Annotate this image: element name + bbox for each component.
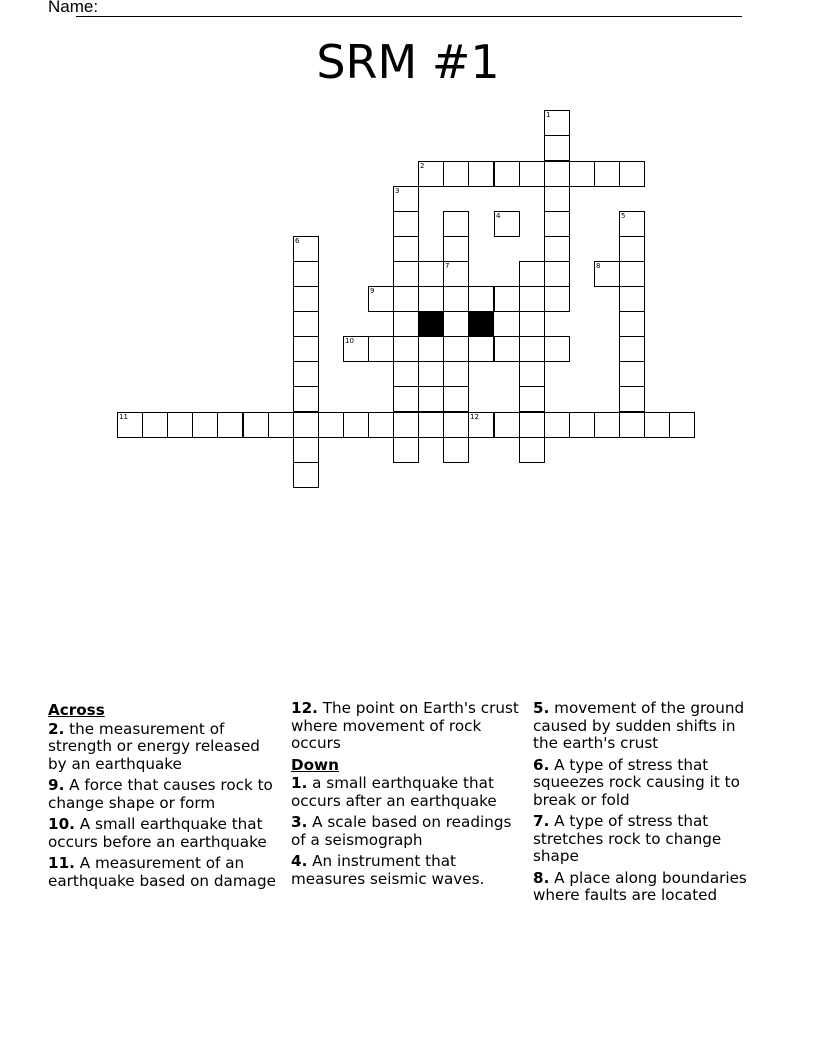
crossword-cell[interactable] — [519, 261, 545, 287]
crossword-cell[interactable] — [293, 386, 319, 412]
crossword-cell[interactable] — [443, 336, 469, 362]
crossword-cell[interactable] — [468, 412, 494, 438]
clue-number-label: 2 — [420, 162, 425, 170]
crossword-cell[interactable] — [192, 412, 218, 438]
clue-number: 1. — [291, 774, 308, 792]
name-label: Name: — [48, 0, 99, 16]
down-clue — [533, 700, 765, 753]
crossword-cell[interactable] — [243, 412, 269, 438]
crossword-cell[interactable] — [443, 437, 469, 463]
crossword-cell[interactable] — [619, 311, 645, 337]
crossword-cell[interactable] — [594, 161, 620, 187]
clue-number-label: 9 — [370, 287, 375, 295]
clue-text: A type of stress that stretches rock to change shape — [533, 812, 722, 865]
clue-number: 3. — [291, 813, 308, 831]
crossword-cell[interactable] — [544, 236, 570, 262]
clue-number-label: 4 — [496, 212, 501, 220]
clue-text: movement of the ground caused by sudden shifts in the earth's crust — [533, 699, 745, 752]
crossword-cell[interactable] — [494, 412, 520, 438]
crossword-cell[interactable] — [494, 336, 520, 362]
down-heading: Down — [291, 755, 339, 774]
clue-text: A force that causes rock to change shape or form — [48, 776, 273, 812]
clue-number: 11. — [48, 854, 75, 872]
crossword-cell[interactable] — [494, 161, 520, 187]
crossword-cell[interactable] — [393, 236, 419, 262]
crossword-cell[interactable] — [418, 261, 444, 287]
crossword-cell[interactable] — [544, 186, 570, 212]
crossword-cell[interactable] — [544, 261, 570, 287]
crossword-cell[interactable] — [418, 286, 444, 312]
clue-number: 4. — [291, 852, 308, 870]
crossword-cell[interactable] — [293, 361, 319, 387]
crossword-cell[interactable] — [393, 286, 419, 312]
crossword-cell[interactable] — [393, 311, 419, 337]
crossword-cell[interactable] — [519, 412, 545, 438]
crossword-cell[interactable] — [293, 412, 319, 438]
crossword-cell[interactable] — [619, 412, 645, 438]
crossword-cell[interactable] — [494, 286, 520, 312]
crossword-cell[interactable] — [418, 386, 444, 412]
clue-column-2 — [291, 700, 523, 892]
down-clue — [291, 775, 523, 810]
clue-text: A place along boundaries where faults are located — [533, 868, 747, 904]
clue-number: 10. — [48, 815, 75, 833]
crossword-cell[interactable] — [443, 286, 469, 312]
crossword-cell[interactable] — [669, 412, 695, 438]
crossword-cell[interactable] — [443, 412, 469, 438]
crossword-cell[interactable] — [569, 161, 595, 187]
clue-number-label: 11 — [119, 413, 128, 421]
across-heading: Across — [48, 701, 105, 719]
crossword-cell[interactable] — [468, 286, 494, 312]
crossword-cell[interactable] — [142, 412, 168, 438]
clue-column-3 — [533, 700, 765, 909]
crossword-cell[interactable] — [393, 361, 419, 387]
crossword-cell[interactable] — [167, 412, 193, 438]
crossword-cell[interactable] — [368, 412, 394, 438]
across-clue — [291, 700, 523, 753]
crossword-cell[interactable] — [519, 161, 545, 187]
crossword-cell[interactable] — [293, 462, 319, 488]
crossword-cell[interactable] — [393, 211, 419, 237]
down-clue — [533, 757, 765, 810]
crossword-cell[interactable] — [418, 336, 444, 362]
crossword-cell[interactable] — [418, 161, 444, 187]
crossword-cell[interactable] — [619, 336, 645, 362]
crossword-cell[interactable] — [619, 161, 645, 187]
crossword-cell[interactable] — [393, 186, 419, 212]
crossword-cell[interactable] — [293, 236, 319, 262]
crossword-cell[interactable] — [393, 386, 419, 412]
across-clue — [48, 816, 280, 851]
across-clue — [48, 721, 280, 774]
clue-number: 6. — [533, 755, 550, 774]
clue-number-label: 5 — [621, 212, 626, 220]
crossword-cell[interactable] — [619, 236, 645, 262]
crossword-cell[interactable] — [393, 261, 419, 287]
crossword-cell[interactable] — [644, 412, 670, 438]
crossword-cell[interactable] — [544, 161, 570, 187]
crossword-cell[interactable] — [569, 412, 595, 438]
crossword-cell[interactable] — [594, 261, 620, 287]
across-clue — [48, 855, 280, 890]
crossword-cell[interactable] — [619, 286, 645, 312]
crossword-cell[interactable] — [519, 311, 545, 337]
crossword-cell[interactable] — [519, 286, 545, 312]
crossword-cell[interactable] — [443, 236, 469, 262]
crossword-cell[interactable] — [393, 412, 419, 438]
clue-text: A small earthquake that occurs before an earthquake — [48, 815, 267, 851]
crossword-black-cell — [468, 311, 494, 337]
crossword-cell[interactable] — [368, 336, 394, 362]
crossword-cell[interactable] — [117, 412, 143, 438]
crossword-cell[interactable] — [393, 437, 419, 463]
crossword-cell[interactable] — [519, 386, 545, 412]
crossword-cell[interactable] — [519, 336, 545, 362]
crossword-cell[interactable] — [443, 361, 469, 387]
clue-text: A type of stress that squeezes rock causing it to break or fold — [533, 755, 740, 809]
crossword-cell[interactable] — [544, 110, 570, 136]
crossword-cell[interactable] — [544, 412, 570, 438]
clue-number-label: 6 — [295, 237, 300, 245]
crossword-cell[interactable] — [393, 336, 419, 362]
across-clue — [48, 777, 280, 812]
clue-number: 2. — [48, 719, 65, 738]
clue-number: 7. — [533, 812, 550, 830]
crossword-cell[interactable] — [494, 211, 520, 237]
crossword-cell[interactable] — [544, 135, 570, 161]
crossword-cell[interactable] — [468, 336, 494, 362]
clue-text: The point on Earth's crust where movement of rock occurs — [291, 699, 519, 752]
crossword-cell[interactable] — [519, 437, 545, 463]
clue-text: A measurement of an earthquake based on damage — [48, 854, 276, 890]
crossword-cell[interactable] — [594, 412, 620, 438]
crossword-cell[interactable] — [418, 361, 444, 387]
crossword-cell[interactable] — [418, 412, 444, 438]
crossword-cell[interactable] — [293, 336, 319, 362]
crossword-cell[interactable] — [443, 386, 469, 412]
crossword-cell[interactable] — [293, 261, 319, 287]
crossword-cell[interactable] — [368, 286, 394, 312]
crossword-cell[interactable] — [544, 336, 570, 362]
clue-column-1 — [48, 700, 280, 894]
crossword-cell[interactable] — [619, 261, 645, 287]
crossword-cell[interactable] — [443, 211, 469, 237]
crossword-cell[interactable] — [443, 161, 469, 187]
crossword-cell[interactable] — [443, 311, 469, 337]
clue-number: 12. — [291, 699, 318, 717]
crossword-cell[interactable] — [468, 161, 494, 187]
clue-number-label: 10 — [345, 337, 354, 345]
down-clue — [533, 813, 765, 866]
crossword-cell[interactable] — [544, 211, 570, 237]
down-clue — [533, 870, 765, 905]
crossword-cell[interactable] — [443, 261, 469, 287]
clue-text: the measurement of strength or energy released by an earthquake — [48, 719, 260, 773]
clue-number-label: 7 — [445, 262, 450, 270]
crossword-cell[interactable] — [343, 412, 369, 438]
crossword-cell[interactable] — [318, 412, 344, 438]
crossword-cell[interactable] — [293, 286, 319, 312]
clue-text: a small earthquake that occurs after an earthquake — [291, 774, 497, 810]
down-clue — [291, 814, 523, 849]
crossword-cell[interactable] — [519, 361, 545, 387]
crossword-cell[interactable] — [619, 361, 645, 387]
clue-number-label: 8 — [596, 262, 601, 270]
clue-number-label: 3 — [395, 187, 400, 195]
crossword-cell[interactable] — [343, 336, 369, 362]
down-clue — [291, 853, 523, 888]
clue-number-label: 12 — [470, 413, 479, 421]
clue-number: 8. — [533, 868, 550, 887]
crossword-cell[interactable] — [293, 437, 319, 463]
page-title: SRM #1 — [316, 35, 500, 89]
clue-number: 9. — [48, 776, 65, 794]
crossword-cell[interactable] — [619, 386, 645, 412]
crossword-black-cell — [418, 311, 444, 337]
clue-number: 5. — [533, 699, 550, 717]
clue-text: A scale based on readings of a seismograph — [291, 813, 512, 849]
crossword-cell[interactable] — [544, 286, 570, 312]
crossword-cell[interactable] — [268, 412, 294, 438]
crossword-cell[interactable] — [217, 412, 243, 438]
clue-text: An instrument that measures seismic waves. — [291, 852, 485, 888]
crossword-cell[interactable] — [293, 311, 319, 337]
crossword-cell[interactable] — [619, 211, 645, 237]
clue-number-label: 1 — [546, 111, 551, 119]
